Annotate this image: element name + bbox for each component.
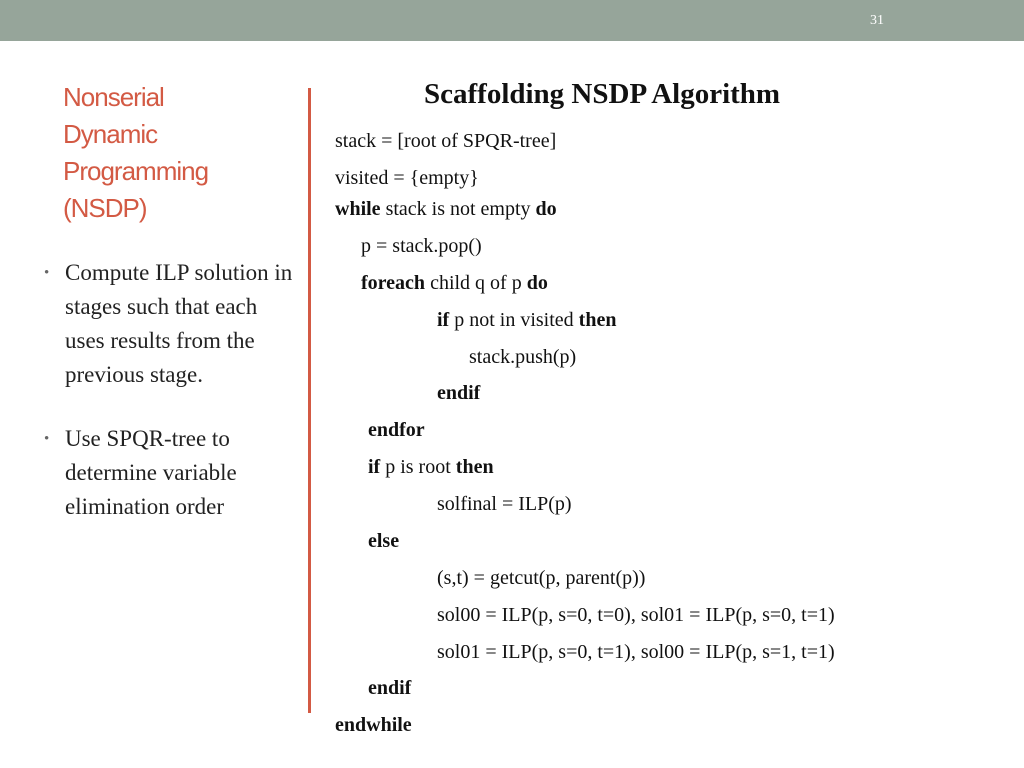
pseudocode-line <box>437 493 572 516</box>
pseudocode-line <box>437 567 645 590</box>
header-bar <box>0 0 1024 41</box>
pseudocode-line <box>437 641 835 664</box>
pseudocode-line <box>437 604 835 627</box>
code-text: stack = [root of SPQR-tree] <box>335 130 557 152</box>
keyword: if <box>368 456 381 478</box>
pseudocode-line <box>335 714 412 737</box>
pseudocode-line <box>361 235 482 258</box>
pseudocode-line <box>361 272 548 295</box>
pseudocode-line <box>335 198 557 221</box>
pseudocode-line <box>335 130 556 153</box>
code-text: p not in visited <box>449 309 579 331</box>
bullet-item <box>44 422 294 524</box>
vertical-divider <box>308 88 311 713</box>
code-text: child q of p <box>425 272 527 294</box>
pseudocode-line <box>335 167 479 190</box>
bullet-text: Compute ILP solution in stages such that each uses results from the previous stage. <box>65 260 293 387</box>
pseudocode-line <box>368 530 399 553</box>
pseudocode-line <box>469 346 576 369</box>
pseudocode-line <box>368 419 425 442</box>
code-text: visited = {empty} <box>335 167 479 189</box>
bullet-item <box>44 256 294 392</box>
code-text: p is root <box>380 456 456 478</box>
code-text: stack.push(p) <box>469 346 577 368</box>
pseudocode-line <box>437 382 480 405</box>
code-text: solfinal = ILP(p) <box>437 493 572 515</box>
pseudocode-line <box>437 309 616 332</box>
keyword: else <box>368 530 400 552</box>
code-text: sol01 = ILP(p, s=0, t=1), sol00 = ILP(p, s=1, t=1) <box>437 641 835 663</box>
keyword: do <box>535 198 557 220</box>
code-text: p = stack.pop() <box>361 235 482 257</box>
keyword: while <box>335 198 381 220</box>
keyword: then <box>578 309 617 331</box>
keyword: endwhile <box>335 714 412 736</box>
bullet-list <box>44 256 294 554</box>
bullet-text: Use SPQR-tree to determine variable elimination order <box>65 426 237 519</box>
keyword: endfor <box>368 419 425 441</box>
algorithm-title: Scaffolding NSDP Algorithm <box>424 78 781 110</box>
keyword: then <box>455 456 494 478</box>
bullet-icon: • <box>44 265 50 281</box>
keyword: endif <box>368 677 412 699</box>
keyword: endif <box>437 382 481 404</box>
bullet-icon: • <box>44 431 50 447</box>
keyword: foreach <box>361 272 426 294</box>
keyword: do <box>526 272 548 294</box>
code-text: (s,t) = getcut(p, parent(p)) <box>437 567 646 589</box>
code-text: stack is not empty <box>380 198 536 220</box>
section-title: Nonserial Dynamic Programming (NSDP) <box>63 82 209 223</box>
pseudocode-line <box>368 677 411 700</box>
keyword: if <box>437 309 450 331</box>
slide-number: 31 <box>870 13 884 28</box>
pseudocode-line <box>368 456 494 479</box>
code-text: sol00 = ILP(p, s=0, t=0), sol01 = ILP(p, s=0, t=1) <box>437 604 835 626</box>
